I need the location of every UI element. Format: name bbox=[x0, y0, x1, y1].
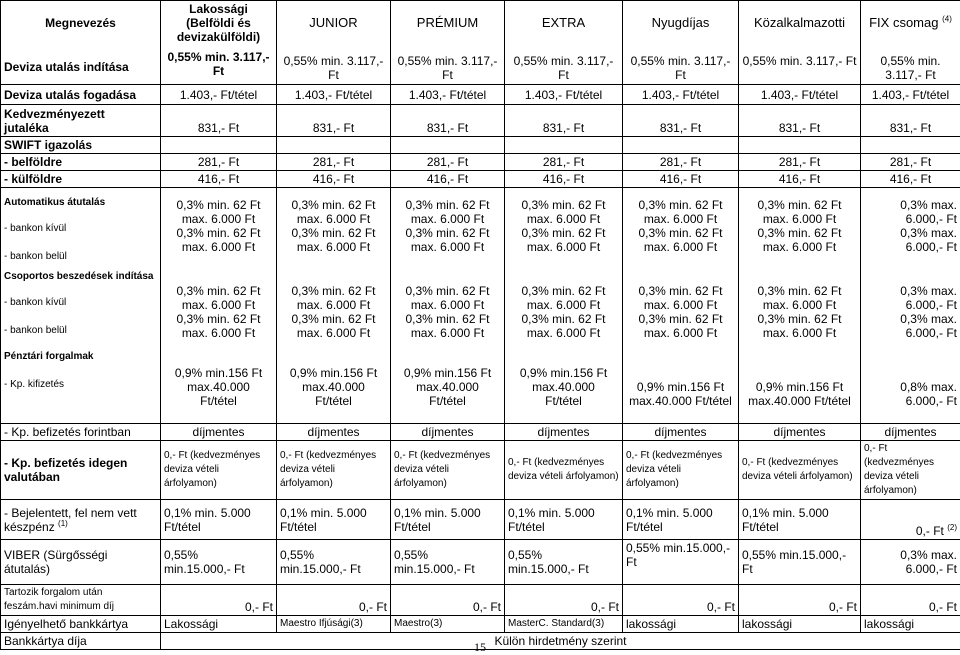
kp-line1: 0,9% min.156 Ft bbox=[636, 380, 725, 394]
kp-fix-line2: 6.000,- Ft bbox=[905, 394, 957, 408]
bejelentett-fix-sup: (2) bbox=[947, 523, 957, 532]
block-values-nyugdijas bbox=[623, 188, 739, 424]
bejelentett-label2: készpénz bbox=[4, 519, 55, 534]
label-penztari-forgalmak: Pénztári forgalmak bbox=[4, 351, 94, 362]
max: max. 6.000 Ft bbox=[762, 326, 837, 340]
bankkartya-value: lakossági bbox=[739, 616, 861, 633]
table-header-row bbox=[1, 1, 960, 85]
block-values-fix bbox=[861, 188, 960, 424]
viber-cell bbox=[277, 540, 391, 585]
tartozik-value: 0,- Ft bbox=[739, 585, 861, 616]
viber-value2: min.15.000,- Ft bbox=[164, 562, 245, 576]
kulfoldre-value: 416,- Ft bbox=[623, 171, 739, 188]
max: max. 6.000 Ft bbox=[181, 326, 256, 340]
kp-forint-value: díjmentes bbox=[505, 424, 623, 441]
row-label-swift: SWIFT igazolás bbox=[1, 137, 161, 154]
rate: 0,3% min. 62 Ft bbox=[405, 226, 490, 240]
viber-cell bbox=[505, 540, 623, 585]
rate: 0,3% min. 62 Ft bbox=[757, 198, 842, 212]
row-label-belfoldre: - belföldre bbox=[1, 154, 161, 171]
tartozik-label1: Tartozik forgalom után bbox=[4, 587, 103, 598]
viber-fix-cell bbox=[861, 540, 960, 585]
kedvezmenyezett-label2: jutaléka bbox=[4, 120, 49, 135]
kp-forint-value: díjmentes bbox=[623, 424, 739, 441]
viber-cell bbox=[161, 540, 277, 585]
block-values-lakossagi bbox=[161, 188, 277, 424]
rate: 0,3% min. 62 Ft bbox=[405, 284, 490, 298]
fix-rate: 0,3% max. bbox=[900, 198, 957, 212]
kedvezmenyezett-value: 831,- Ft bbox=[277, 105, 391, 137]
rate: 0,3% min. 62 Ft bbox=[638, 312, 723, 326]
kp-line3: Ft/tétel bbox=[429, 394, 466, 408]
viber-fix-value2: 6.000,- Ft bbox=[905, 562, 957, 576]
kp-idegen-value: 0,- Ft (kedvezményes deviza vételi árfolyamon) bbox=[161, 441, 277, 500]
kp-fix-line1: 0,8% max. bbox=[900, 380, 957, 394]
bejelentett-value1: 0,1% min. 5.000 bbox=[394, 505, 481, 520]
row-label-bankkartya-dij: Bankkártya díja bbox=[1, 633, 161, 650]
tartozik-value: 0,- Ft bbox=[277, 585, 391, 616]
kp-line1: 0,9% min.156 Ft bbox=[519, 366, 608, 380]
fix-rate: 0,3% max. bbox=[900, 284, 957, 298]
header-fix-sup: (4) bbox=[942, 14, 952, 24]
header-lakossagi-line3: devizakülföldi) bbox=[176, 30, 261, 44]
table-row bbox=[1, 500, 960, 540]
rate: 0,3% min. 62 Ft bbox=[291, 198, 376, 212]
block-values-premium bbox=[391, 188, 505, 424]
header-fix-text: FIX csomag bbox=[869, 15, 939, 30]
viber-nyug-value: 0,55% min.15.000,- Ft bbox=[626, 541, 731, 569]
kp-line1: 0,9% min.156 Ft bbox=[755, 380, 844, 394]
rate: 0,3% min. 62 Ft bbox=[521, 226, 606, 240]
viber-value1: 0,55% bbox=[280, 548, 315, 562]
viber-label2: átutalás) bbox=[4, 562, 51, 576]
row-label-kulfoldre: - külföldre bbox=[1, 171, 161, 188]
kp-idegen-value: 0,- Ft (kedvezményes deviza vételi árfolyamon) bbox=[739, 441, 861, 500]
bejelentett-cell bbox=[505, 500, 623, 540]
deviza-inditas-value: 0,55% min. 3.117,- Ft bbox=[397, 54, 498, 82]
kp-forint-value: díjmentes bbox=[161, 424, 277, 441]
bejelentett-cell bbox=[391, 500, 505, 540]
header-junior bbox=[277, 1, 391, 85]
viber-kozal-value1: 0,55% min.15.000,- bbox=[742, 548, 847, 562]
max: max. 6.000 Ft bbox=[410, 326, 485, 340]
bejelentett-cell bbox=[739, 500, 861, 540]
row-label-bejelentett bbox=[1, 500, 161, 540]
rate: 0,3% min. 62 Ft bbox=[291, 312, 376, 326]
kulfoldre-value: 416,- Ft bbox=[739, 171, 861, 188]
max: max. 6.000 Ft bbox=[643, 298, 718, 312]
deviza-fogadas-value: 1.403,- Ft/tétel bbox=[505, 85, 623, 105]
label-automatikus-atutalas: Automatikus átutalás bbox=[4, 197, 106, 208]
deviza-fogadas-value: 1.403,- Ft/tétel bbox=[277, 85, 391, 105]
kp-line3: Ft/tétel bbox=[545, 394, 582, 408]
table-row bbox=[1, 585, 960, 616]
bejelentett-value2: Ft/tétel bbox=[164, 519, 201, 534]
bankkartya-value: Lakossági bbox=[161, 616, 277, 633]
viber-value2: min.15.000,- Ft bbox=[280, 562, 361, 576]
kp-line2: max.40.000 Ft/tétel bbox=[748, 394, 851, 408]
kp-line2: max.40.000 bbox=[302, 380, 365, 394]
block-values-junior bbox=[277, 188, 391, 424]
belfoldre-value: 281,- Ft bbox=[861, 154, 960, 171]
kp-forint-value: díjmentes bbox=[391, 424, 505, 441]
empty-cell bbox=[505, 137, 623, 154]
tartozik-value: 0,- Ft bbox=[161, 585, 277, 616]
kedvezmenyezett-value: 831,- Ft bbox=[623, 105, 739, 137]
empty-cell bbox=[623, 137, 739, 154]
rate: 0,3% min. 62 Ft bbox=[405, 312, 490, 326]
empty-cell bbox=[739, 137, 861, 154]
header-lakossagi bbox=[161, 1, 277, 85]
kedvezmenyezett-value: 831,- Ft bbox=[391, 105, 505, 137]
max: max. 6.000 Ft bbox=[181, 212, 256, 226]
bejelentett-value2: Ft/tétel bbox=[508, 519, 545, 534]
empty-cell bbox=[861, 137, 960, 154]
kp-idegen-value: 0,- Ft (kedvezményes deviza vételi árfolyamon) bbox=[391, 441, 505, 500]
rate: 0,3% min. 62 Ft bbox=[757, 312, 842, 326]
row-label-block bbox=[1, 188, 161, 424]
kp-line1: 0,9% min.156 Ft bbox=[174, 366, 263, 380]
table-row bbox=[1, 137, 960, 154]
bejelentett-value1: 0,1% min. 5.000 bbox=[742, 505, 829, 520]
viber-value1: 0,55% bbox=[164, 548, 199, 562]
bejelentett-fix-cell bbox=[861, 500, 960, 540]
deviza-fogadas-value: 1.403,- Ft/tétel bbox=[161, 85, 277, 105]
viber-kozal-value2: Ft bbox=[742, 562, 753, 576]
max: max. 6.000 Ft bbox=[762, 212, 837, 226]
label-bankon-belul-2: - bankon belül bbox=[4, 325, 67, 336]
fix-rate: 0,3% max. bbox=[900, 312, 957, 326]
max: max. 6.000 Ft bbox=[296, 212, 371, 226]
kp-line2: max.40.000 Ft/tétel bbox=[629, 394, 732, 408]
kp-line3: Ft/tétel bbox=[200, 394, 237, 408]
table-row bbox=[1, 154, 960, 171]
viber-cell bbox=[391, 540, 505, 585]
page-number: 15 bbox=[474, 640, 486, 654]
block-values-extra bbox=[505, 188, 623, 424]
belfoldre-value: 281,- Ft bbox=[391, 154, 505, 171]
header-lakossagi-line1: Lakossági bbox=[189, 2, 248, 16]
deviza-inditas-value: 0,55% min. 3.117,- Ft bbox=[630, 54, 731, 82]
max: max. 6.000 Ft bbox=[296, 326, 371, 340]
bejelentett-label1: - Bejelentett, fel nem vett bbox=[4, 505, 137, 520]
kedvezmenyezett-value: 831,- Ft bbox=[505, 105, 623, 137]
kp-line1: 0,9% min.156 Ft bbox=[403, 366, 492, 380]
bejelentett-cell bbox=[277, 500, 391, 540]
bejelentett-value1: 0,1% min. 5.000 bbox=[626, 505, 713, 520]
header-fix-label bbox=[864, 2, 957, 30]
belfoldre-value: 281,- Ft bbox=[505, 154, 623, 171]
max: max. 6.000 Ft bbox=[181, 240, 256, 254]
rate: 0,3% min. 62 Ft bbox=[638, 284, 723, 298]
max: max. 6.000 Ft bbox=[410, 298, 485, 312]
row-label-kp-idegen bbox=[1, 441, 161, 500]
kulfoldre-value: 416,- Ft bbox=[861, 171, 960, 188]
bejelentett-value1: 0,1% min. 5.000 bbox=[508, 505, 595, 520]
belfoldre-value: 281,- Ft bbox=[277, 154, 391, 171]
tartozik-value: 0,- Ft bbox=[623, 585, 739, 616]
bankkartya-dij-value: Külön hirdetmény szerint bbox=[161, 633, 960, 650]
tartozik-label2: feszám.havi minimum díj bbox=[4, 601, 115, 612]
table-row bbox=[1, 105, 960, 137]
kp-line2: max.40.000 bbox=[187, 380, 250, 394]
table-row bbox=[1, 441, 960, 500]
rate: 0,3% min. 62 Ft bbox=[176, 312, 261, 326]
bejelentett-fix-value: 0,- Ft bbox=[915, 524, 944, 538]
max: max. 6.000 Ft bbox=[181, 298, 256, 312]
kp-line2: max.40.000 bbox=[416, 380, 479, 394]
header-nyugdijas-label: Nyugdíjas bbox=[651, 15, 710, 30]
kulfoldre-value: 416,- Ft bbox=[505, 171, 623, 188]
max: max. 6.000 Ft bbox=[526, 298, 601, 312]
deviza-fogadas-value: 1.403,- Ft/tétel bbox=[861, 85, 960, 105]
max: max. 6.000 Ft bbox=[762, 240, 837, 254]
kulfoldre-value: 416,- Ft bbox=[391, 171, 505, 188]
bejelentett-value2: Ft/tétel bbox=[742, 519, 779, 534]
table-row bbox=[1, 424, 960, 441]
header-premium bbox=[391, 1, 505, 85]
rate: 0,3% min. 62 Ft bbox=[757, 226, 842, 240]
header-fix bbox=[861, 1, 960, 85]
max: max. 6.000 Ft bbox=[410, 240, 485, 254]
header-premium-label: PRÉMIUM bbox=[416, 15, 479, 30]
table-row bbox=[1, 540, 960, 585]
max: max. 6.000 Ft bbox=[296, 240, 371, 254]
bankkartya-value: Maestro Ifjúsági(3) bbox=[277, 616, 391, 633]
max: max. 6.000 Ft bbox=[526, 212, 601, 226]
kedvezmenyezett-value: 831,- Ft bbox=[161, 105, 277, 137]
rate: 0,3% min. 62 Ft bbox=[521, 312, 606, 326]
kp-forint-value: díjmentes bbox=[739, 424, 861, 441]
deviza-inditas-value: 0,55% min. 3.117,- Ft bbox=[167, 50, 270, 78]
viber-value2: min.15.000,- Ft bbox=[394, 562, 475, 576]
label-bankon-kivul-2: - bankon kívül bbox=[4, 297, 67, 308]
tartozik-value: 0,- Ft bbox=[391, 585, 505, 616]
max: max. 6.000 Ft bbox=[410, 212, 485, 226]
kp-idegen-value: 0,- Ft (kedvezményes deviza vételi árfolyamon) bbox=[277, 441, 391, 500]
bejelentett-label2-wrap bbox=[4, 520, 157, 534]
viber-nyug-spacer bbox=[626, 569, 735, 583]
deviza-fogadas-value: 1.403,- Ft/tétel bbox=[623, 85, 739, 105]
max: max. 6.000 Ft bbox=[643, 326, 718, 340]
rate: 0,3% min. 62 Ft bbox=[291, 284, 376, 298]
rate: 0,3% min. 62 Ft bbox=[638, 226, 723, 240]
rate: 0,3% min. 62 Ft bbox=[176, 226, 261, 240]
bejelentett-cell bbox=[623, 500, 739, 540]
row-label-viber bbox=[1, 540, 161, 585]
rate: 0,3% min. 62 Ft bbox=[521, 284, 606, 298]
max: max. 6.000 Ft bbox=[643, 212, 718, 226]
deviza-inditas-value: 0,55% min. 3.117,- Ft bbox=[880, 54, 941, 82]
belfoldre-value: 281,- Ft bbox=[161, 154, 277, 171]
bankkartya-value: MasterC. Standard(3) bbox=[505, 616, 623, 633]
deviza-inditas-value: 0,55% min. 3.117,- Ft bbox=[742, 54, 857, 68]
deviza-inditas-value: 0,55% min. 3.117,- Ft bbox=[513, 54, 614, 82]
viber-nyug-cell bbox=[623, 540, 739, 585]
kedvezmenyezett-value: 831,- Ft bbox=[739, 105, 861, 137]
header-junior-label: JUNIOR bbox=[309, 15, 358, 30]
row-label-deviza-inditas: Deviza utalás indítása bbox=[4, 60, 129, 74]
bejelentett-cell bbox=[161, 500, 277, 540]
kp-line2: max.40.000 bbox=[532, 380, 595, 394]
max: max. 6.000 Ft bbox=[526, 240, 601, 254]
kulfoldre-value: 416,- Ft bbox=[277, 171, 391, 188]
bejelentett-value1: 0,1% min. 5.000 bbox=[164, 505, 251, 520]
label-bankon-kivul: - bankon kívül bbox=[4, 223, 67, 234]
row-label-tartozik bbox=[1, 585, 161, 616]
row-label-kp-forint: - Kp. befizetés forintban bbox=[1, 424, 161, 441]
fix-rate: 0,3% max. bbox=[900, 226, 957, 240]
tartozik-value: 0,- Ft bbox=[505, 585, 623, 616]
label-kp-kifizetes: - Kp. kifizetés bbox=[4, 379, 65, 390]
tartozik-value: 0,- Ft bbox=[861, 585, 960, 616]
empty-cell bbox=[161, 137, 277, 154]
kp-idegen-value: 0,- Ft (kedvezményes deviza vételi árfolyamon) bbox=[623, 441, 739, 500]
header-kozalkalmazotti-label: Közalkalmazotti bbox=[753, 15, 846, 30]
fix-max: 6.000,- Ft bbox=[905, 298, 957, 312]
kp-line3: Ft/tétel bbox=[315, 394, 352, 408]
rate: 0,3% min. 62 Ft bbox=[176, 284, 261, 298]
bankkartya-value: lakossági bbox=[623, 616, 739, 633]
table-row bbox=[1, 85, 960, 105]
bankkartya-value: lakossági bbox=[861, 616, 960, 633]
fix-max: 6.000,- Ft bbox=[905, 240, 957, 254]
rate: 0,3% min. 62 Ft bbox=[176, 198, 261, 212]
bejelentett-value2: Ft/tétel bbox=[280, 519, 317, 534]
bejelentett-sup: (1) bbox=[58, 518, 68, 528]
header-extra-label: EXTRA bbox=[541, 15, 586, 30]
header-nyugdijas bbox=[623, 1, 739, 85]
viber-fix-value1: 0,3% max. bbox=[900, 548, 957, 562]
row-label-deviza-fogadas: Deviza utalás fogadása bbox=[1, 85, 161, 105]
bejelentett-value1: 0,1% min. 5.000 bbox=[280, 505, 367, 520]
header-megnevezes: Megnevezés bbox=[45, 16, 116, 30]
viber-kozal-cell bbox=[739, 540, 861, 585]
table-row bbox=[1, 188, 960, 424]
viber-value1: 0,55% bbox=[394, 548, 429, 562]
kedvezmenyezett-label1: Kedvezményezett bbox=[4, 106, 105, 121]
row-label-bankkartya: Igényelhető bankkártya bbox=[1, 616, 161, 633]
bejelentett-value2: Ft/tétel bbox=[394, 519, 431, 534]
table-row bbox=[1, 171, 960, 188]
rate: 0,3% min. 62 Ft bbox=[757, 284, 842, 298]
rate: 0,3% min. 62 Ft bbox=[638, 198, 723, 212]
row-label-kedvezmenyezett bbox=[1, 105, 161, 137]
viber-label1: VIBER (Sürgősségi bbox=[4, 548, 108, 562]
max: max. 6.000 Ft bbox=[762, 298, 837, 312]
bejelentett-value2: Ft/tétel bbox=[626, 519, 663, 534]
rate: 0,3% min. 62 Ft bbox=[521, 198, 606, 212]
fix-max: 6.000,- Ft bbox=[905, 326, 957, 340]
kp-idegen-value: 0,- Ft (kedvezményes deviza vételi árfolyamon) bbox=[505, 441, 623, 500]
kp-idegen-label1: - Kp. befizetés idegen bbox=[4, 456, 128, 470]
header-cell bbox=[1, 1, 161, 85]
max: max. 6.000 Ft bbox=[526, 326, 601, 340]
belfoldre-value: 281,- Ft bbox=[623, 154, 739, 171]
viber-value2: min.15.000,- Ft bbox=[508, 562, 589, 576]
viber-value1: 0,55% bbox=[508, 548, 543, 562]
bankkartya-value: Maestro(3) bbox=[391, 616, 505, 633]
table-row bbox=[1, 616, 960, 633]
header-lakossagi-line2: (Belföldi és bbox=[186, 16, 251, 30]
fix-max: 6.000,- Ft bbox=[905, 212, 957, 226]
kp-line1: 0,9% min.156 Ft bbox=[289, 366, 378, 380]
max: max. 6.000 Ft bbox=[296, 298, 371, 312]
block-values-kozalkalmazotti bbox=[739, 188, 861, 424]
kp-idegen-fix-value: 0,- Ft (kedvezményes deviza vételi árfolyamon) bbox=[861, 441, 960, 500]
empty-cell bbox=[277, 137, 391, 154]
kp-forint-value: díjmentes bbox=[861, 424, 960, 441]
deviza-fogadas-value: 1.403,- Ft/tétel bbox=[739, 85, 861, 105]
max: max. 6.000 Ft bbox=[643, 240, 718, 254]
empty-cell bbox=[391, 137, 505, 154]
deviza-fogadas-value: 1.403,- Ft/tétel bbox=[391, 85, 505, 105]
belfoldre-value: 281,- Ft bbox=[739, 154, 861, 171]
kedvezmenyezett-value: 831,- Ft bbox=[861, 105, 960, 137]
rate: 0,3% min. 62 Ft bbox=[291, 226, 376, 240]
header-kozalkalmazotti bbox=[739, 1, 861, 85]
deviza-inditas-value: 0,55% min. 3.117,- Ft bbox=[283, 54, 384, 82]
kulfoldre-value: 416,- Ft bbox=[161, 171, 277, 188]
label-csoportos-beszedesek: Csoportos beszedések indítása bbox=[4, 271, 154, 282]
label-bankon-belul: - bankon belül bbox=[4, 251, 67, 262]
rate: 0,3% min. 62 Ft bbox=[405, 198, 490, 212]
kp-idegen-label2: valutában bbox=[4, 470, 61, 484]
kp-forint-value: díjmentes bbox=[277, 424, 391, 441]
header-extra bbox=[505, 1, 623, 85]
